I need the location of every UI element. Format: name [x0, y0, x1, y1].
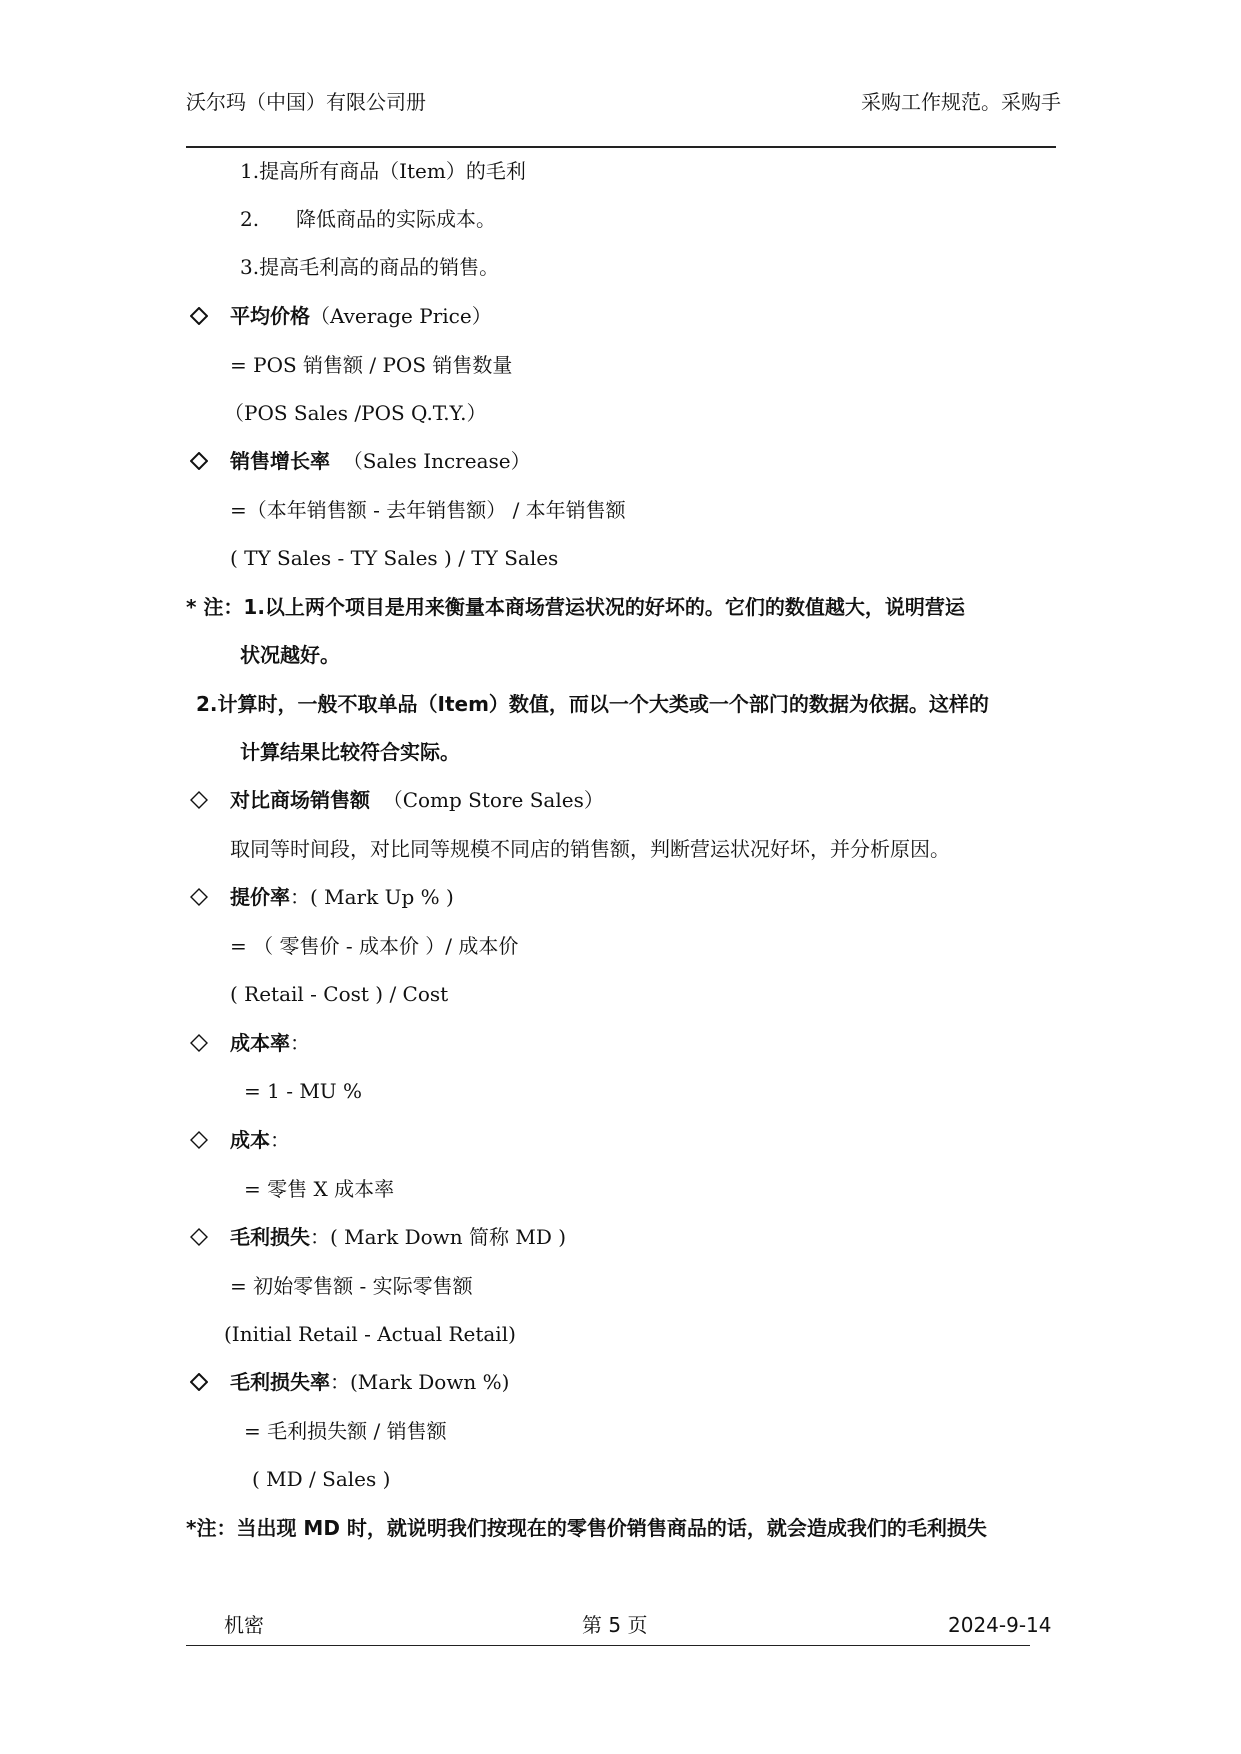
section-mark-up — [230, 884, 454, 910]
list-item-1: 1.提高所有商品（Item）的毛利 — [240, 159, 526, 183]
note-3: *注：当出现 MD 时，就说明我们按现在的零售价销售商品的话，就会造成我们的毛利损失 — [186, 1516, 987, 1540]
section-mark-down-rate — [230, 1369, 509, 1395]
diamond-bullet-icon — [190, 888, 208, 906]
average-price-english: （Average Price） — [310, 304, 492, 328]
cost-rate-title: 成本率 — [230, 1031, 290, 1055]
comp-store-sales-title: 对比商场销售额 — [230, 788, 370, 812]
diamond-bullet-icon — [190, 791, 208, 809]
mark-up-formula: = （ 零售价 - 成本价 ）/ 成本价 — [230, 934, 519, 958]
list-item-2-number: 2. — [240, 207, 260, 231]
header-doc-title: 采购工作规范。采购手 — [861, 90, 1061, 114]
mark-down-rate-english: ：(Mark Down %) — [330, 1370, 510, 1394]
comp-store-sales-english: （Comp Store Sales） — [382, 788, 604, 812]
section-average-price — [230, 303, 492, 329]
mark-down-english: ：( Mark Down 简称 MD ) — [310, 1225, 567, 1249]
footer-confidential: 机密 — [224, 1613, 264, 1637]
list-item-3: 3.提高毛利高的商品的销售。 — [240, 255, 500, 279]
sales-increase-title: 销售增长率 — [230, 449, 330, 473]
comp-store-sales-description: 取同等时间段，对比同等规模不同店的销售额，判断营运状况好坏，并分析原因。 — [230, 837, 950, 861]
list-item-2-text: 降低商品的实际成本。 — [296, 207, 496, 231]
cost-title: 成本 — [230, 1128, 270, 1152]
section-sales-increase — [230, 448, 531, 474]
footer-date: 2024-9-14 — [948, 1613, 1052, 1637]
note-2-line-1: 2.计算时，一般不取单品（Item）数值，而以一个大类或一个部门的数据为依据。这样的 — [196, 692, 989, 716]
header-company: 沃尔玛（中国）有限公司册 — [186, 90, 426, 114]
section-comp-store-sales — [230, 787, 604, 813]
average-price-title: 平均价格 — [230, 304, 310, 328]
mark-down-rate-formula-english: ( MD / Sales ) — [252, 1467, 391, 1491]
cost-colon: ： — [270, 1128, 290, 1152]
footer-rule — [186, 1645, 1030, 1646]
mark-down-rate-title: 毛利损失率 — [230, 1370, 330, 1394]
average-price-formula: = POS 销售额 / POS 销售数量 — [230, 353, 513, 377]
section-cost-rate — [230, 1030, 310, 1056]
sales-increase-formula: =（本年销售额 - 去年销售额） / 本年销售额 — [230, 498, 626, 522]
note-2-line-2: 计算结果比较符合实际。 — [240, 740, 460, 764]
cost-formula: = 零售 X 成本率 — [244, 1177, 395, 1201]
sales-increase-english: （Sales Increase） — [342, 449, 531, 473]
diamond-bullet-icon — [190, 1373, 208, 1391]
cost-rate-formula: = 1 - MU % — [244, 1079, 363, 1103]
header-rule — [186, 146, 1056, 148]
section-cost — [230, 1127, 290, 1153]
mark-up-english: ：( Mark Up % ) — [290, 885, 454, 909]
sales-increase-formula-english: ( TY Sales - TY Sales ) / TY Sales — [230, 546, 559, 570]
cost-rate-colon: ： — [290, 1031, 310, 1055]
diamond-bullet-icon — [190, 307, 208, 325]
footer-page-number: 第 5 页 — [582, 1613, 648, 1637]
note-1-line-2: 状况越好。 — [240, 643, 340, 667]
mark-down-title: 毛利损失 — [230, 1225, 310, 1249]
average-price-formula-english: （POS Sales /POS Q.T.Y.） — [224, 401, 487, 425]
diamond-bullet-icon — [190, 1131, 208, 1149]
mark-down-formula-english: (Initial Retail - Actual Retail) — [224, 1322, 516, 1346]
mark-down-formula: = 初始零售额 - 实际零售额 — [230, 1274, 473, 1298]
mark-up-title: 提价率 — [230, 885, 290, 909]
note-1-line-1: * 注：1.以上两个项目是用来衡量本商场营运状况的好坏的。它们的数值越大，说明营运 — [186, 595, 965, 619]
diamond-bullet-icon — [190, 1228, 208, 1246]
diamond-bullet-icon — [190, 452, 208, 470]
diamond-bullet-icon — [190, 1034, 208, 1052]
mark-down-rate-formula: = 毛利损失额 / 销售额 — [244, 1419, 447, 1443]
section-mark-down — [230, 1224, 566, 1250]
mark-up-formula-english: ( Retail - Cost ) / Cost — [230, 982, 449, 1006]
